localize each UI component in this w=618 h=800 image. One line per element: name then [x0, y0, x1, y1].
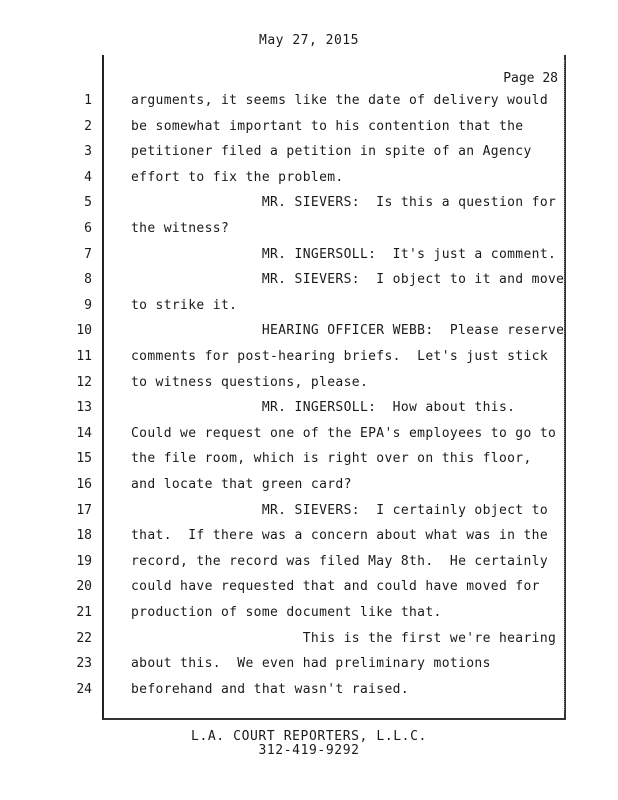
line-number: 19 — [76, 554, 92, 569]
line-text: the file room, which is right over on this floor, — [131, 451, 532, 466]
line-text: to witness questions, please. — [131, 375, 369, 390]
line-text: MR. INGERSOLL: How about this. — [131, 400, 516, 415]
line-text: could have requested that and could have moved for — [131, 579, 540, 594]
line-text: effort to fix the problem. — [131, 170, 344, 185]
line-number: 17 — [76, 503, 92, 518]
line-number: 11 — [76, 349, 92, 364]
line-text: about this. We even had preliminary motions — [131, 656, 491, 671]
line-number: 15 — [76, 451, 92, 466]
line-number: 20 — [76, 579, 92, 594]
line-text: record, the record was filed May 8th. He certainly — [131, 554, 549, 569]
line-number: 8 — [84, 272, 92, 287]
line-text: MR. INGERSOLL: It's just a comment. — [131, 247, 557, 262]
line-number: 12 — [76, 375, 92, 390]
line-number: 6 — [84, 221, 92, 236]
line-number: 7 — [84, 247, 92, 262]
footer-company: L.A. COURT REPORTERS, L.L.C. — [191, 729, 427, 744]
line-number: 23 — [76, 656, 92, 671]
line-text: MR. SIEVERS: I certainly object to — [131, 503, 549, 518]
line-text: MR. SIEVERS: Is this a question for — [131, 195, 557, 210]
line-text: MR. SIEVERS: I object to it and move — [131, 272, 565, 287]
line-text: HEARING OFFICER WEBB: Please reserve — [131, 323, 565, 338]
right-margin-line — [564, 60, 566, 710]
line-number: 13 — [76, 400, 92, 415]
line-text: petitioner filed a petition in spite of an Agency — [131, 144, 532, 159]
line-text: and locate that green card? — [131, 477, 352, 492]
line-text: be somewhat important to his contention that the — [131, 119, 524, 134]
line-text: Could we request one of the EPA's employees to go to — [131, 426, 557, 441]
line-number: 5 — [84, 195, 92, 210]
header-date: May 27, 2015 — [259, 33, 359, 48]
line-number: 10 — [76, 323, 92, 338]
line-number: 1 — [84, 93, 92, 108]
line-number: 3 — [84, 144, 92, 159]
line-text: comments for post-hearing briefs. Let's just stick — [131, 349, 549, 364]
line-number: 14 — [76, 426, 92, 441]
line-number: 18 — [76, 528, 92, 543]
line-text: to strike it. — [131, 298, 238, 313]
line-text: production of some document like that. — [131, 605, 442, 620]
footer-phone: 312-419-9292 — [258, 743, 360, 758]
line-number: 4 — [84, 170, 92, 185]
line-number: 2 — [84, 119, 92, 134]
line-text: arguments, it seems like the date of delivery would — [131, 93, 549, 108]
line-text: This is the first we're hearing — [131, 631, 557, 646]
line-number: 21 — [76, 605, 92, 620]
line-number: 24 — [76, 682, 92, 697]
line-number: 16 — [76, 477, 92, 492]
line-text: beforehand and that wasn't raised. — [131, 682, 410, 697]
page-number: Page 28 — [503, 71, 558, 86]
line-number: 9 — [84, 298, 92, 313]
line-text: the witness? — [131, 221, 230, 236]
line-number: 22 — [76, 631, 92, 646]
line-text: that. If there was a concern about what was in the — [131, 528, 549, 543]
